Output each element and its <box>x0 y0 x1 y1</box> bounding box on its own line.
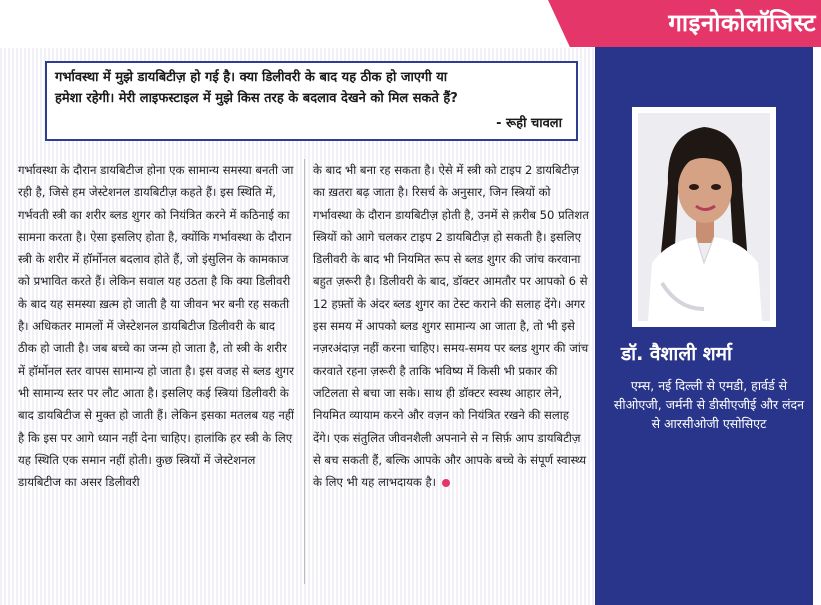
question-line-1: गर्भावस्था में मुझे डायबिटीज़ हो गई है। क्या डिलीवरी के बाद यह ठीक हो जाएगी या <box>55 70 448 85</box>
article-column-2-text: के बाद भी बना रह सकता है। ऐसे में स्त्री को टाइप 2 डायबिटीज़ का ख़तरा बढ़ जाता है। रिसर्च के अनुसार, जिन स्त्रियों को गर्भावस्था के दौरान डायबिटीज़ होती है, उनमें से क़रीब 50 प्रतिशत स्त्रियों को आगे चलकर टाइप 2 डायबिटीज़ हो सकती है। इसलिए डिलीवरी के बाद भी नियमित रूप से ब्लड शुगर की जांच करवाना बहुत ज़रूरी है। डिलीवरी के बाद, डॉक्टर आमतौर पर आपको 6 से 12 हफ़्तों के अंदर ब्लड शुगर का टेस्ट कराने की सलाह देंगे। अगर इस समय में आपको ब्लड शुगर सामान्य आ जाता है, तो भी इसे नज़रअंदाज़ नहीं करना चाहिए। समय-समय पर ब्लड शुगर की जांच करवाते रहना ज़रूरी है ताकि भविष्य में किसी भी प्रकार की जटिलता से बचा जा सके। साथ ही डॉक्टर स्वस्थ आहार लेने, नियमित व्यायाम करने और वज़न को नियंत्रित रखने की सलाह देंगे। एक संतुलित जीवनशैली अपनाने से न सिर्फ़ आप डायबिटीज़ से बच सकती हैं, बल्कि आपके और आपके बच्चे के संपूर्ण स्वास्थ्य के लिए भी यह लाभदायक है। <box>313 163 589 490</box>
question-line-2: हमेशा रहेगी। मेरी लाइफस्टाइल में मुझे किस तरह के बदलाव देखने को मिल सकते हैं? <box>55 91 458 106</box>
question-author: - रूही चावला <box>496 116 562 131</box>
column-divider <box>304 159 305 584</box>
doctor-credentials: एम्स, नई दिल्ली से एमडी, हार्वर्ड से सीओएजी, जर्मनी से डीसीएजीई और लंदन से आरसीओजी एसोसिएट <box>613 378 805 431</box>
question-box <box>45 61 578 141</box>
section-title: गाइनोकोलॉजिस्ट <box>668 9 816 37</box>
doctor-name: डॉ. वैशाली शर्मा <box>621 343 732 365</box>
article-column-1: गर्भावस्था के दौरान डायबिटीज होना एक सामान्य समस्या बनती जा रही है, जिसे हम जेस्टेशनल डायबिटीज़ कहते हैं। इस स्थिति में, गर्भवती स्त्री का शरीर ब्लड शुगर को नियंत्रित करने में कठिनाई का सामना करता है। ऐसा इसलिए होता है, क्योंकि गर्भावस्था के दौरान स्त्री के शरीर में हॉर्मोनल बदलाव होते हैं, जो इंसुलिन के कामकाज को प्रभावित करते हैं। लेकिन सवाल यह उठता है कि क्या डिलीवरी के बाद यह समस्या ख़त्म हो जाती है या जीवन भर बनी रह सकती है। अधिकतर मामलों में जेस्टेशनल डायबिटीज डिलीवरी के बाद ठीक हो जाती है। जब बच्चे का जन्म हो जाता है, तो स्त्री के शरीर में हॉर्मोनल स्तर वापस सामान्य हो जाता है। इस वजह से ब्लड शुगर भी सामान्य स्तर पर लौट आता है। इसलिए कई स्त्रियां डिलीवरी के बाद डायबिटीज से मुक्त हो जाती हैं। लेकिन इसका मतलब यह नहीं है कि इस पर आगे ध्यान नहीं देना चाहिए। हालांकि हर स्त्री के लिए यह स्थिति एक समान नहीं होती। कुछ स्त्रियों में जेस्टेशनल डायबिटीज का असर डिलीवरी <box>18 163 294 490</box>
doctor-portrait-illustration <box>638 113 770 321</box>
question-text <box>55 67 575 109</box>
article-column-2 <box>313 159 589 493</box>
doctor-photo-frame <box>632 107 776 327</box>
doctor-photo <box>638 113 770 321</box>
article-end-dot <box>442 479 450 487</box>
